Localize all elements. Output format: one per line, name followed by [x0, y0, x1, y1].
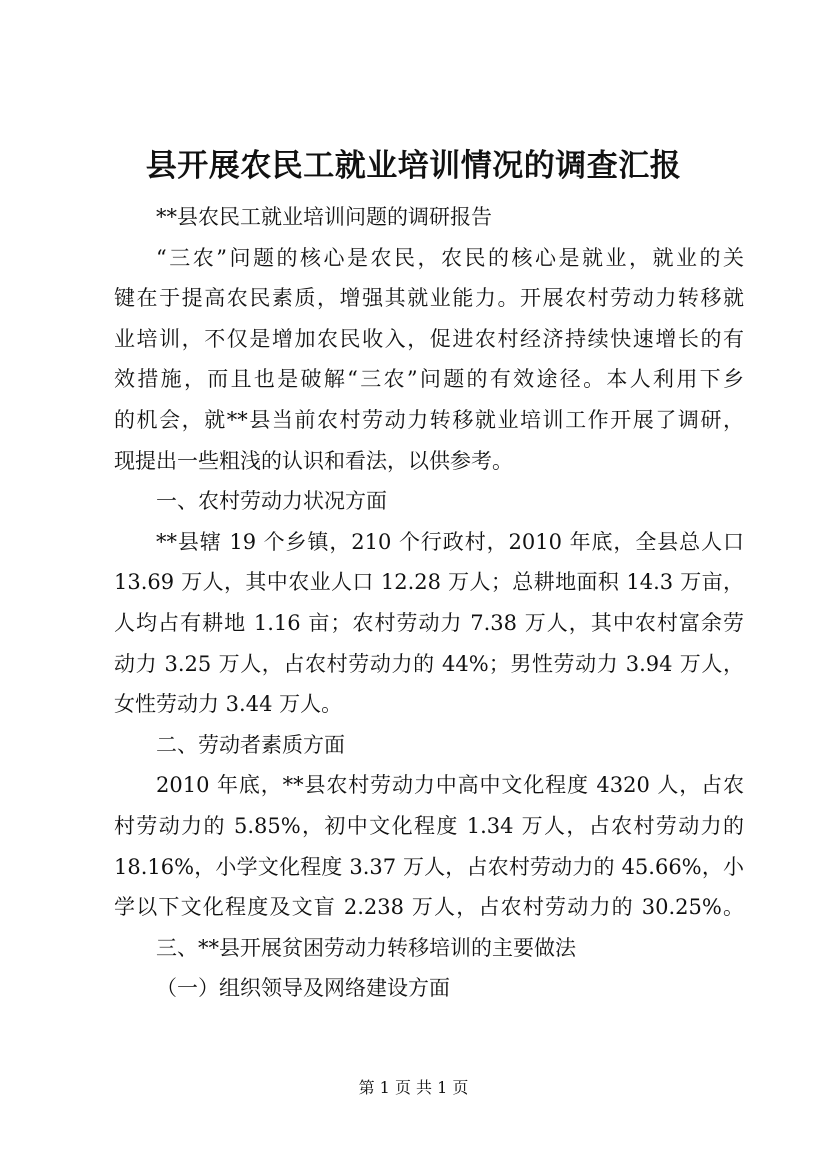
paragraph-line: 现提出一些粗浅的认识和看法，以供参考。: [114, 448, 513, 473]
document-body: [114, 197, 744, 1009]
subtitle-line: **县农民工就业培训问题的调研报告: [156, 205, 492, 229]
paragraph-line: 的机会，就**县当前农村劳动力转移就业培训工作开展了调研，: [114, 407, 744, 432]
document-title: 县开展农民工就业培训情况的调查汇报: [145, 148, 682, 184]
paragraph-line: 13.69 万人，其中农业人口 12.28 万人；总耕地面积 14.3 万亩，: [114, 570, 744, 595]
paragraph-line: “三农”问题的核心是农民，农民的核心是就业，就业的关: [156, 245, 744, 270]
paragraph-line: 18.16%，小学文化程度 3.37 万人，占农村劳动力的 45.66%，小: [114, 854, 744, 879]
paragraph-line: 人均占有耕地 1.16 亩；农村劳动力 7.38 万人，其中农村富余劳: [114, 610, 744, 635]
paragraph-line: 业培训，不仅是增加农民收入，促进农村经济持续快速增长的有: [114, 326, 744, 351]
paragraph-line: 学以下文化程度及文盲 2.238 万人，占农村劳动力的 30.25%。: [114, 895, 744, 920]
paragraph-line: 键在于提高农民素质，增强其就业能力。开展农村劳动力转移就: [114, 286, 744, 311]
paragraph-line: 动力 3.25 万人，占农村劳动力的 44%；男性劳动力 3.94 万人，: [114, 651, 744, 676]
paragraph-line: 村劳动力的 5.85%，初中文化程度 1.34 万人，占农村劳动力的: [114, 813, 744, 838]
paragraph-line: 效措施，而且也是破解“三农”问题的有效途径。本人利用下乡: [114, 367, 744, 392]
paragraph-line: **县辖 19 个乡镇，210 个行政村，2010 年底，全县总人口: [156, 529, 744, 554]
paragraph-line: 2010 年底，**县农村劳动力中高中文化程度 4320 人，占农: [156, 773, 744, 798]
subsection-heading: （一）组织领导及网络建设方面: [156, 976, 450, 1001]
page-footer: 第 1 页 共 1 页: [358, 1078, 469, 1097]
paragraph-line: 女性劳动力 3.44 万人。: [114, 692, 343, 717]
section-heading: 三、**县开展贫困劳动力转移培训的主要做法: [156, 935, 576, 960]
section-heading: 一、农村劳动力状况方面: [156, 489, 387, 514]
section-heading: 二、劳动者素质方面: [156, 732, 345, 757]
